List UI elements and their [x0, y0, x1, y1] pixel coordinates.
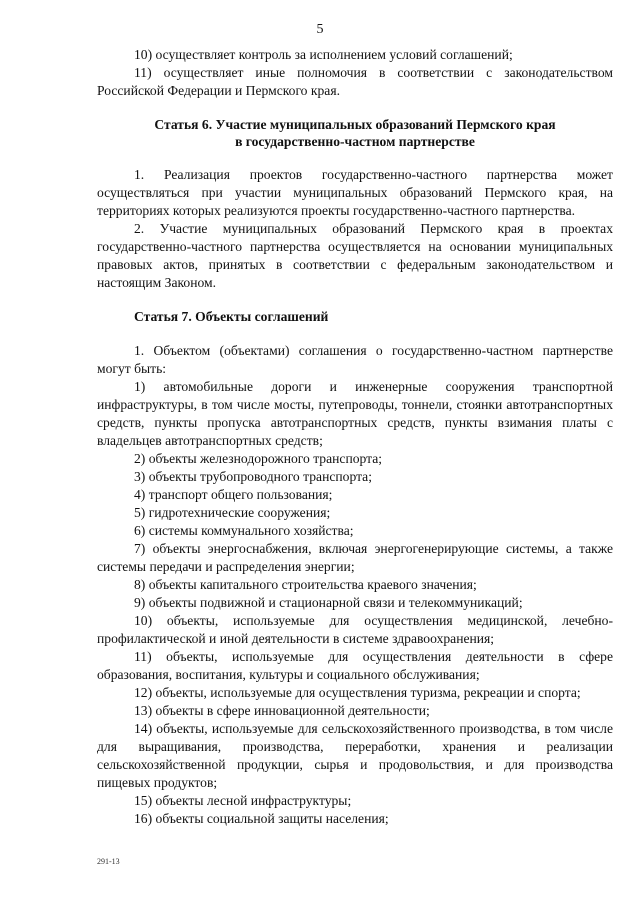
- list-item: 13) объекты в сфере инновационной деятельности;: [134, 703, 430, 718]
- list-item: 5) гидротехнические сооружения;: [134, 505, 331, 520]
- list-item: 6) системы коммунального хозяйства;: [134, 523, 354, 538]
- list-item: 2) объекты железнодорожного транспорта;: [134, 451, 383, 466]
- list-item: 12) объекты, используемые для осуществления туризма, рекреации и спорта;: [134, 685, 581, 700]
- list-item: 8) объекты капитального строительства краевого значения;: [134, 577, 477, 592]
- list-item: 11) объекты, используемые для осуществления деятельности в сфере образования, воспитания, культуры и социального обслуживания;: [97, 649, 613, 682]
- article-7-intro: 1. Объектом (объектами) соглашения о государственно-частном партнерстве могут быть:: [97, 343, 613, 376]
- article-6-title-line-2: в государственно-частном партнерстве: [235, 134, 475, 149]
- list-item: 10) объекты, используемые для осуществления медицинской, лечебно-профилактической и иной деятельности в системе здравоохранения;: [97, 613, 613, 646]
- paragraph-item-10: 10) осуществляет контроль за исполнением условий соглашений;: [134, 47, 513, 62]
- article-6-paragraph-1: 1. Реализация проектов государственно-частного партнерства может осуществляться при участии муниципальных образований Пермского края, на территориях которых реализуются проекты государственно-частного партнерства.: [97, 167, 613, 218]
- document-body: [97, 46, 613, 828]
- list-item: 15) объекты лесной инфраструктуры;: [134, 793, 352, 808]
- article-6-title-line-1: Статья 6. Участие муниципальных образований Пермского края: [154, 117, 556, 132]
- list-item: 3) объекты трубопроводного транспорта;: [134, 469, 372, 484]
- list-item: 4) транспорт общего пользования;: [134, 487, 333, 502]
- list-item: 14) объекты, используемые для сельскохозяйственного производства, в том числе для выращивания, производства, переработки, хранения и реализации сельскохозяйственной продукции, сырья и продовольствия, и для производства пищевых продуктов;: [97, 721, 613, 790]
- list-item: 9) объекты подвижной и стационарной связи и телекоммуникаций;: [134, 595, 523, 610]
- paragraph-item-11: 11) осуществляет иные полномочия в соответствии с законодательством Российской Федерации и Пермского края.: [97, 65, 613, 98]
- list-item: 7) объекты энергоснабжения, включая энергогенерирующие системы, а также системы передачи и распределения энергии;: [97, 541, 613, 574]
- document-code: 291-13: [97, 857, 120, 866]
- article-6-paragraph-2: 2. Участие муниципальных образований Пермского края в проектах государственно-частного партнерства осуществляется на основании муниципальных правовых актов, принятых в соответствии с федеральным законодательством и настоящим Законом.: [97, 221, 613, 290]
- list-item: 16) объекты социальной защиты населения;: [134, 811, 389, 826]
- page-number: 5: [316, 22, 324, 37]
- list-item: 1) автомобильные дороги и инженерные сооружения транспортной инфраструктуры, в том числе мосты, путепроводы, тоннели, стоянки автотранспортных средств, пункты пропуска автотранспортных средств, пункты взимания платы с владельцев автотранспортных средств;: [97, 379, 613, 448]
- article-7-title: Статья 7. Объекты соглашений: [134, 309, 329, 324]
